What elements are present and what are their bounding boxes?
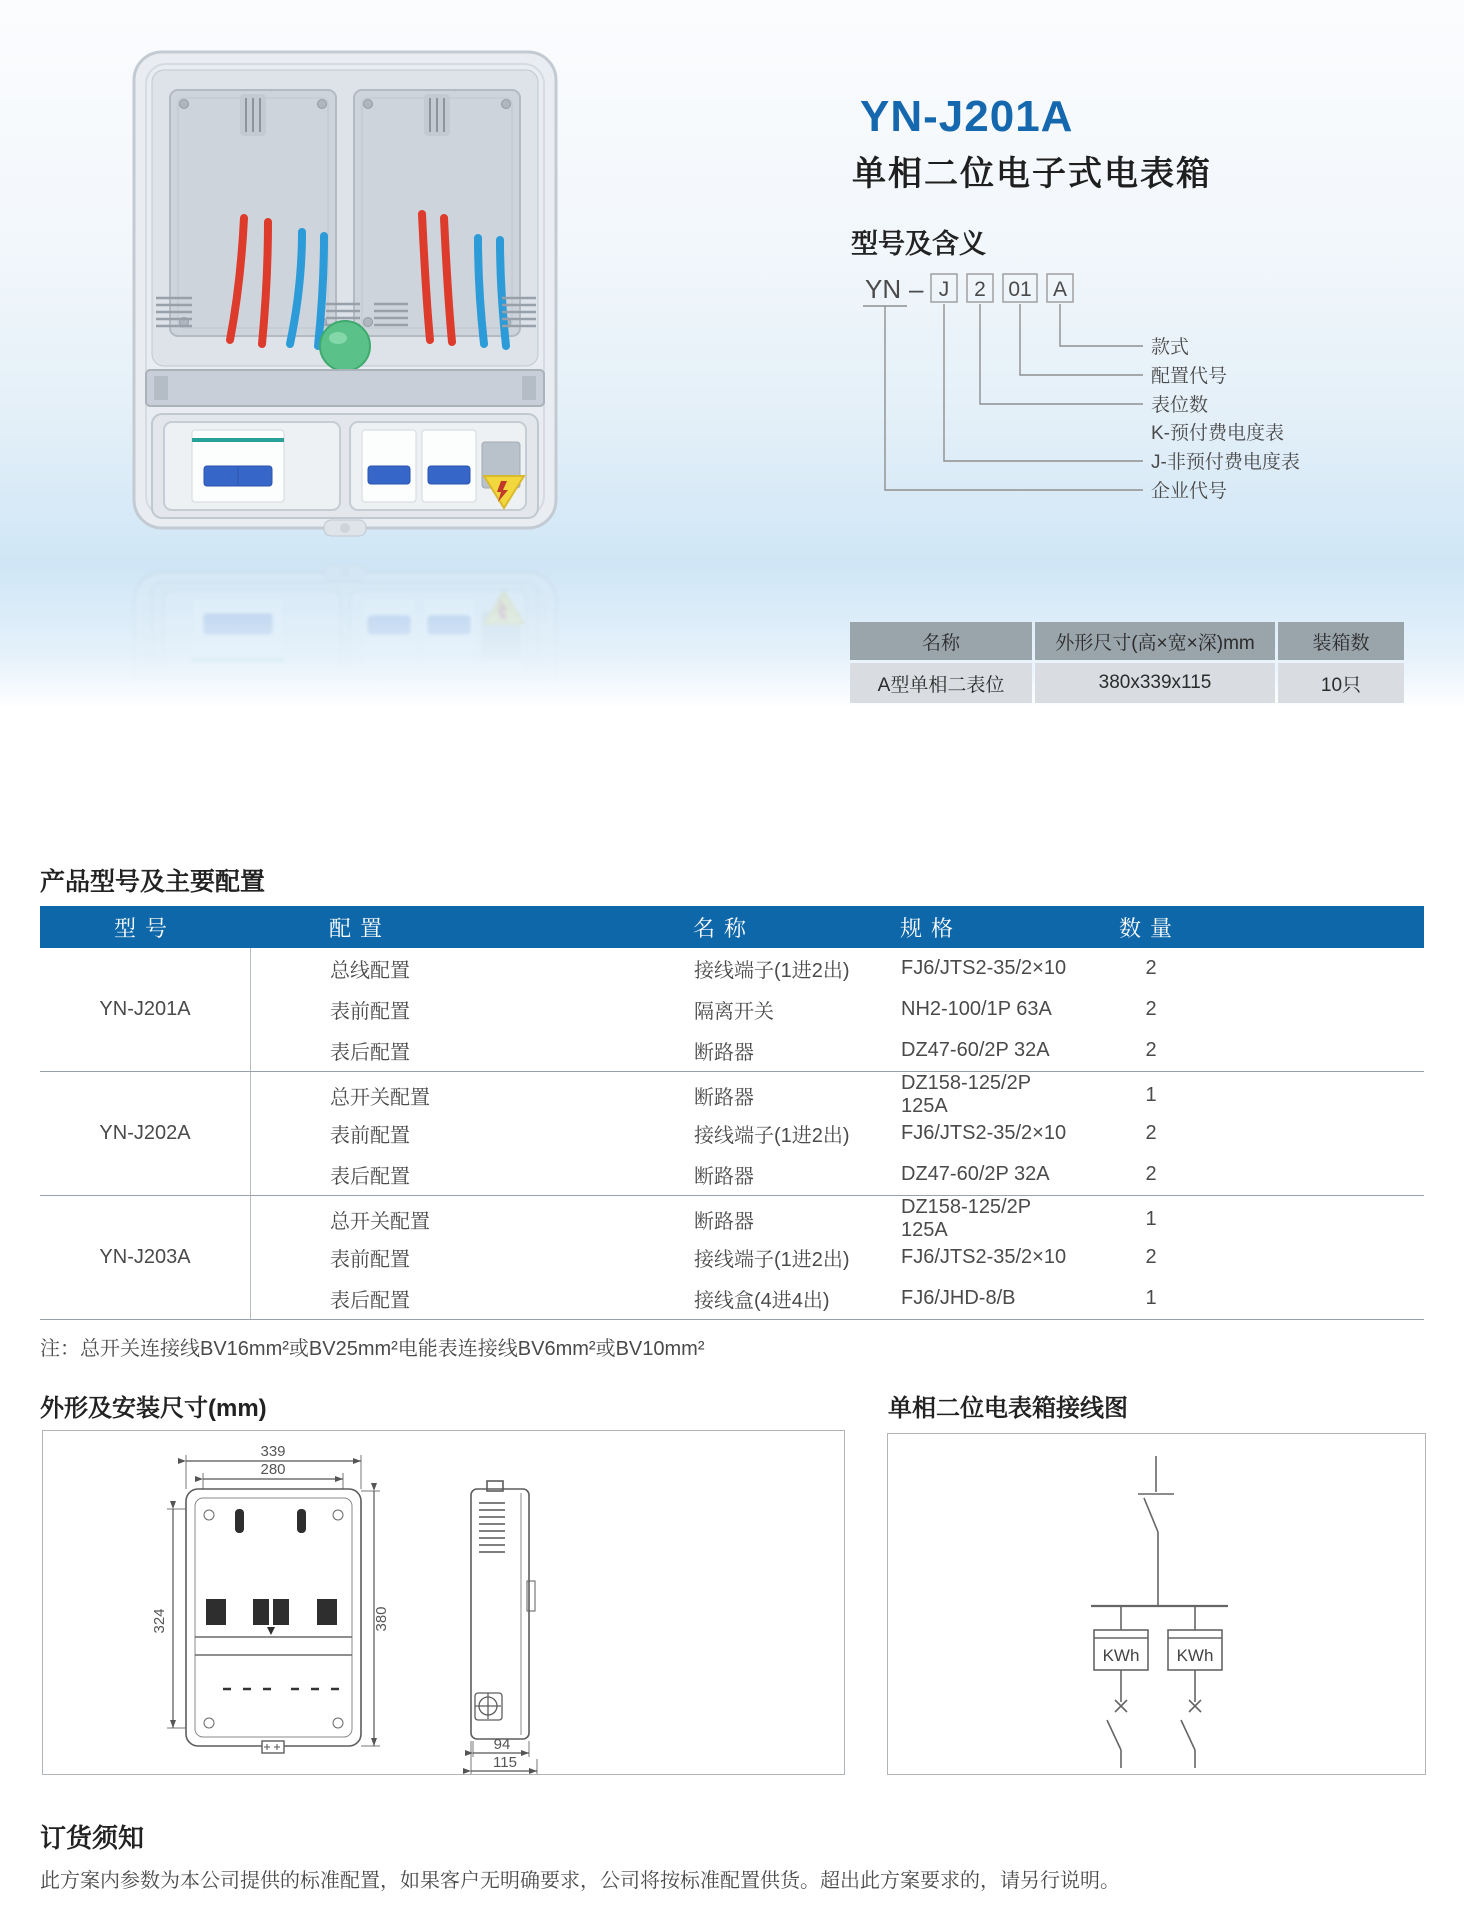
product-model-title: YN-J201A (860, 92, 1074, 141)
model-cell: YN-J202A (40, 1072, 251, 1195)
col-header-qty: 数量 (1118, 915, 1181, 941)
product-subtitle: 单相二位电子式电表箱 (852, 155, 1212, 193)
label-meter-count: 表位数 (1151, 395, 1209, 416)
col-header-config: 配置 (329, 915, 392, 941)
spec-table (850, 622, 1401, 703)
spec-value-name: A型单相二表位 (850, 663, 1032, 703)
label-non-prepaid: J-非预付费电度表 (1151, 452, 1300, 473)
table-row: 表后配置 断路器 DZ47-60/2P 32A 2 (330, 1163, 1157, 1188)
ordering-title: 订货须知 (40, 1823, 145, 1853)
dim-height-left: 324 (151, 1608, 168, 1634)
table-row: 表后配置 接线盒(4进4出) FJ6/JHD-8/B 1 (330, 1287, 1157, 1312)
table-row: 表前配置 隔离开关 NH2-100/1P 63A 2 (330, 998, 1157, 1023)
dim-depth-inner: 94 (493, 1736, 511, 1753)
spec-header-size: 外形尺寸(高×宽×深)mm (1035, 622, 1275, 660)
dim-depth-outer: 115 (493, 1754, 517, 1771)
table-row: 总开关配置 断路器 DZ158-125/2P 125A 1 (330, 1196, 1157, 1241)
code-box-4: A (1052, 278, 1068, 301)
label-config-code: 配置代号 (1151, 366, 1228, 387)
kwh-meter-label: KWh (1102, 1646, 1140, 1665)
dim-height-right: 380 (373, 1606, 390, 1632)
spec-header-pack: 装箱数 (1278, 622, 1404, 660)
config-group-j201a (40, 948, 1424, 1071)
table-row: 表前配置 接线端子(1进2出) FJ6/JTS2-35/2×10 2 (330, 1246, 1157, 1271)
model-code-diagram (851, 260, 1411, 510)
table-row: 表后配置 断路器 DZ47-60/2P 32A 2 (330, 1039, 1157, 1064)
dim-width-outer: 339 (260, 1443, 286, 1460)
config-table-header (40, 906, 1424, 948)
code-box-1: J (938, 278, 950, 301)
table-row: 表前配置 接线端子(1进2出) FJ6/JTS2-35/2×10 2 (330, 1122, 1157, 1147)
model-cell: YN-J203A (40, 1196, 251, 1319)
dimensions-section-title: 外形及安装尺寸(mm) (40, 1395, 267, 1422)
spec-value-pack: 10只 (1278, 663, 1404, 703)
label-style: 款式 (1151, 337, 1190, 358)
col-header-model: 型号 (113, 915, 176, 941)
config-table (40, 906, 1424, 1320)
config-section-title: 产品型号及主要配置 (40, 868, 266, 896)
wiring-diagram (888, 1434, 1425, 1774)
dim-width-inner: 280 (260, 1461, 286, 1478)
config-group-j202a (40, 1071, 1424, 1195)
code-box-3: 01 (1008, 278, 1032, 301)
code-box-2: 2 (974, 278, 986, 301)
table-row: 总开关配置 断路器 DZ158-125/2P 125A 1 (330, 1072, 1157, 1117)
ordering-body: 此方案内参数为本公司提供的标准配置，如果客户无明确要求，公司将按标准配置供货。超出此方案要求的，请另行说明。 (40, 1870, 1120, 1892)
config-group-j203a (40, 1195, 1424, 1319)
label-prepaid: K-预付费电度表 (1151, 423, 1285, 444)
model-meaning-heading: 型号及含义 (851, 229, 986, 259)
label-company-code: 企业代号 (1151, 481, 1228, 502)
code-dash: – (909, 274, 924, 304)
wiring-section-title: 单相二位电表箱接线图 (888, 1395, 1128, 1422)
wiring-diagram-box (887, 1433, 1426, 1775)
hero-banner (0, 0, 1464, 708)
product-photo (126, 46, 564, 548)
spec-header-name: 名称 (850, 622, 1032, 660)
col-header-spec: 规格 (900, 915, 963, 941)
kwh-meter-label: KWh (1176, 1646, 1214, 1665)
model-cell: YN-J201A (40, 948, 251, 1071)
table-row: 总线配置 接线端子(1进2出) FJ6/JTS2-35/2×10 2 (330, 957, 1157, 982)
dimension-drawing-box (42, 1430, 845, 1775)
code-prefix: YN (865, 274, 902, 304)
wiring-note: 注：总开关连接线BV16mm²或BV25mm²电能表连接线BV6mm²或BV10mm² (40, 1338, 705, 1360)
col-header-name: 名称 (693, 915, 756, 941)
spec-value-size: 380x339x115 (1035, 663, 1275, 703)
dimension-drawing (43, 1431, 844, 1774)
product-photo-reflection (126, 552, 564, 712)
